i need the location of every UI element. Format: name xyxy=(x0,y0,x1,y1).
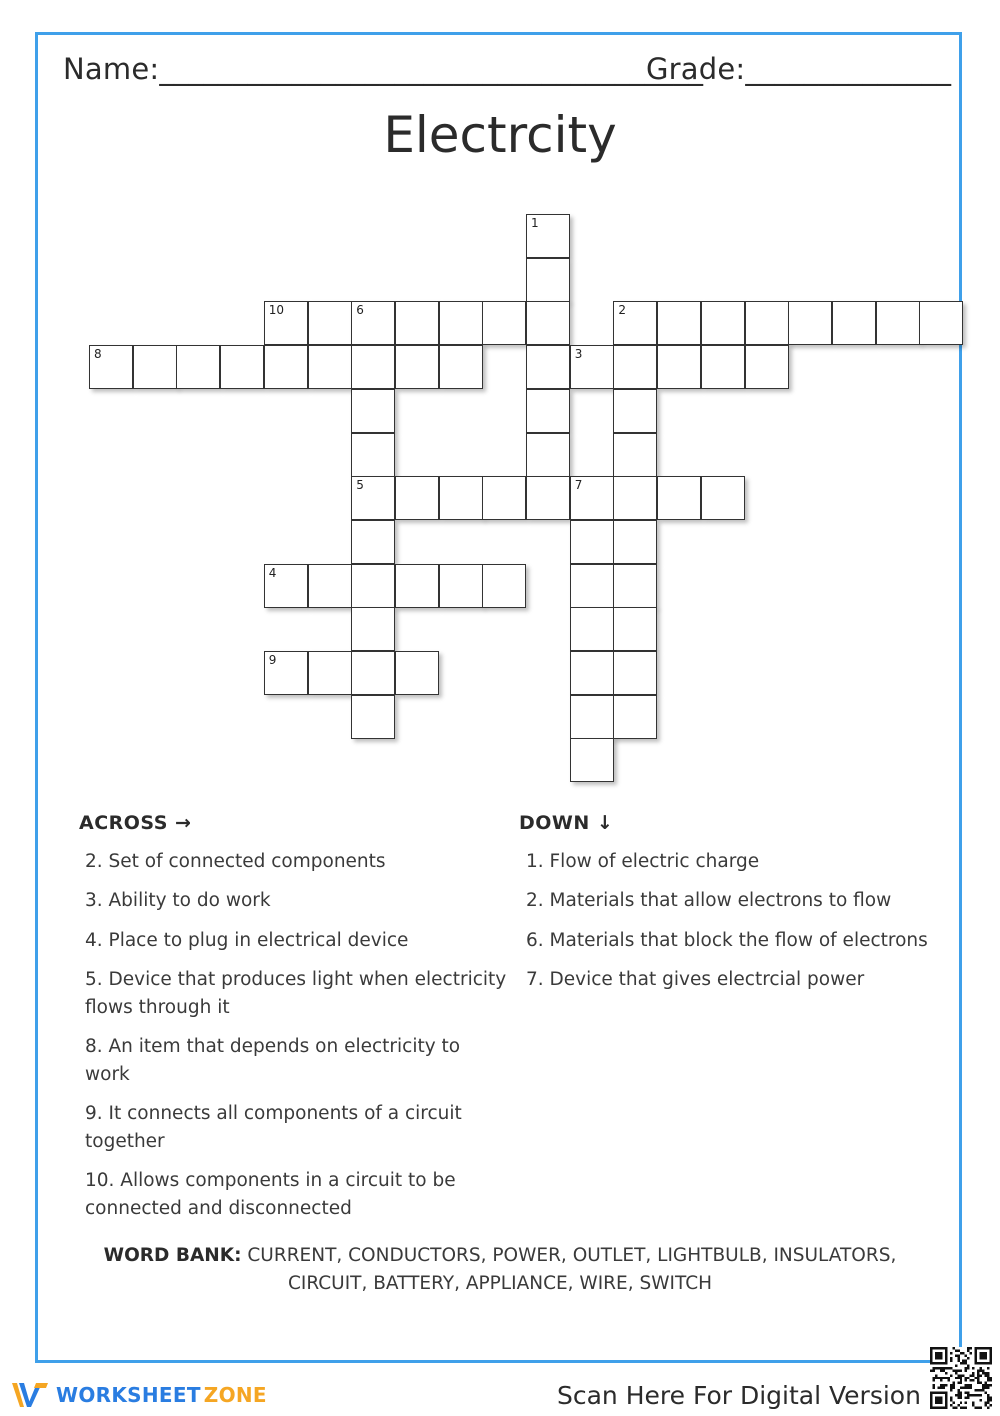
crossword-cell[interactable] xyxy=(526,476,570,520)
grade-field-label: Grade:______________ xyxy=(646,52,952,86)
crossword-cell[interactable] xyxy=(745,301,789,345)
crossword-cell[interactable] xyxy=(482,564,526,608)
crossword-cell[interactable] xyxy=(613,564,657,608)
crossword-cell[interactable] xyxy=(482,301,526,345)
crossword-cell[interactable] xyxy=(788,301,832,345)
clue-number: 4 xyxy=(268,565,277,580)
crossword-cell[interactable] xyxy=(613,695,657,739)
crossword-cell[interactable] xyxy=(351,345,395,389)
crossword-cell[interactable] xyxy=(439,476,483,520)
clue-number: 7 xyxy=(574,478,583,493)
crossword-cell[interactable] xyxy=(570,651,614,695)
crossword-cell[interactable] xyxy=(89,345,133,389)
crossword-cell[interactable] xyxy=(351,433,395,477)
across-clue-2: 2. Set of connected components xyxy=(85,851,386,872)
down-clue-1: 1. Flow of electric charge xyxy=(526,851,760,872)
crossword-cell[interactable] xyxy=(351,564,395,608)
crossword-cell[interactable] xyxy=(701,345,745,389)
crossword-cell[interactable] xyxy=(613,345,657,389)
crossword-cell[interactable] xyxy=(570,695,614,739)
down-clue-7: 7. Device that gives electrcial power xyxy=(526,969,865,990)
name-field-label: Name:_____________________________________ xyxy=(63,52,704,86)
crossword-cell[interactable] xyxy=(133,345,177,389)
worksheetzone-logo[interactable] xyxy=(10,1377,267,1413)
crossword-cell[interactable] xyxy=(439,345,483,389)
crossword-cell[interactable] xyxy=(526,301,570,345)
crossword-cell[interactable] xyxy=(351,607,395,651)
across-clue-3: 3. Ability to do work xyxy=(85,890,271,911)
clue-number: 6 xyxy=(356,303,364,318)
clue-number: 1 xyxy=(531,216,539,230)
crossword-cell[interactable] xyxy=(264,345,308,389)
clue-number: 9 xyxy=(268,653,277,667)
down-clue-2: 2. Materials that allow electrons to flow xyxy=(526,890,892,911)
clue-number: 8 xyxy=(94,347,102,362)
crossword-cell[interactable] xyxy=(613,651,657,695)
worksheetzone-logo-icon xyxy=(10,1379,50,1411)
crossword-cell[interactable] xyxy=(395,651,439,695)
crossword-cell[interactable] xyxy=(613,476,657,520)
down-clue-6: 6. Materials that block the flow of electrons xyxy=(526,930,928,951)
crossword-cell[interactable] xyxy=(264,564,308,608)
crossword-cell[interactable] xyxy=(351,651,395,695)
crossword-cell[interactable] xyxy=(264,301,308,345)
crossword-cell[interactable] xyxy=(919,301,963,345)
qr-code-icon[interactable] xyxy=(930,1347,992,1409)
across-clue-8: 8. An item that depends on electricity to work xyxy=(85,1036,461,1085)
crossword-cell[interactable] xyxy=(526,433,570,477)
crossword-cell[interactable] xyxy=(395,345,439,389)
crossword-cell[interactable] xyxy=(570,476,614,520)
word-bank xyxy=(60,1242,940,1298)
across-clue-4: 4. Place to plug in electrical device xyxy=(85,930,409,951)
crossword-cell[interactable] xyxy=(526,345,570,389)
crossword-cell[interactable] xyxy=(351,301,395,345)
crossword-cell[interactable] xyxy=(264,651,308,695)
logo-text: WORKSHEET ZONE xyxy=(56,1383,267,1407)
crossword-cell[interactable] xyxy=(351,476,395,520)
word-bank-line1: CURRENT, CONDUCTORS, POWER, OUTLET, LIGHTBULB, INSULATORS, xyxy=(247,1245,897,1266)
across-clue-10: 10. Allows components in a circuit to be connected and disconnected xyxy=(85,1170,456,1219)
crossword-cell[interactable] xyxy=(351,520,395,564)
crossword-cell[interactable] xyxy=(526,214,570,258)
clue-number: 2 xyxy=(618,303,627,318)
clue-number: 10 xyxy=(268,303,285,318)
crossword-cell[interactable] xyxy=(439,301,483,345)
crossword-cell[interactable] xyxy=(351,389,395,433)
crossword-cell[interactable] xyxy=(351,695,395,739)
crossword-cell[interactable] xyxy=(526,258,570,302)
crossword-cell[interactable] xyxy=(439,564,483,608)
crossword-cell[interactable] xyxy=(657,301,701,345)
across-clue-5: 5. Device that produces light when electricity flows through it xyxy=(85,969,507,1018)
crossword-cell[interactable] xyxy=(876,301,920,345)
crossword-cell[interactable] xyxy=(308,301,352,345)
crossword-cell[interactable] xyxy=(570,345,614,389)
down-heading: DOWN ↓ xyxy=(519,812,614,834)
crossword-cell[interactable] xyxy=(395,476,439,520)
across-clue-9: 9. It connects all components of a circuit together xyxy=(85,1103,462,1152)
across-heading: ACROSS → xyxy=(79,812,192,834)
crossword-cell[interactable] xyxy=(613,301,657,345)
crossword-cell[interactable] xyxy=(395,564,439,608)
crossword-cell[interactable] xyxy=(570,564,614,608)
crossword-cell[interactable] xyxy=(308,651,352,695)
crossword-cell[interactable] xyxy=(745,345,789,389)
crossword-cell[interactable] xyxy=(613,433,657,477)
crossword-cell[interactable] xyxy=(308,345,352,389)
crossword-cell[interactable] xyxy=(176,345,220,389)
crossword-cell[interactable] xyxy=(570,520,614,564)
crossword-cell[interactable] xyxy=(613,520,657,564)
crossword-cell[interactable] xyxy=(482,476,526,520)
crossword-cell[interactable] xyxy=(701,301,745,345)
scan-digital-version-text: Scan Here For Digital Version xyxy=(557,1381,921,1410)
crossword-cell[interactable] xyxy=(657,345,701,389)
word-bank-label: WORD BANK: xyxy=(103,1245,242,1266)
crossword-cell[interactable] xyxy=(526,389,570,433)
crossword-cell[interactable] xyxy=(613,607,657,651)
crossword-cell[interactable] xyxy=(657,476,701,520)
crossword-cell[interactable] xyxy=(570,738,614,782)
crossword-cell[interactable] xyxy=(395,301,439,345)
crossword-cell[interactable] xyxy=(701,476,745,520)
crossword-cell[interactable] xyxy=(220,345,264,389)
word-bank-line2: CIRCUIT, BATTERY, APPLIANCE, WIRE, SWITCH xyxy=(287,1273,713,1294)
clue-number: 3 xyxy=(574,347,583,362)
clue-number: 5 xyxy=(356,478,364,493)
crossword-cell[interactable] xyxy=(613,389,657,433)
page-title: Electrcity xyxy=(383,106,617,164)
crossword-cell[interactable] xyxy=(308,564,352,608)
crossword-cell[interactable] xyxy=(832,301,876,345)
crossword-cell[interactable] xyxy=(570,607,614,651)
